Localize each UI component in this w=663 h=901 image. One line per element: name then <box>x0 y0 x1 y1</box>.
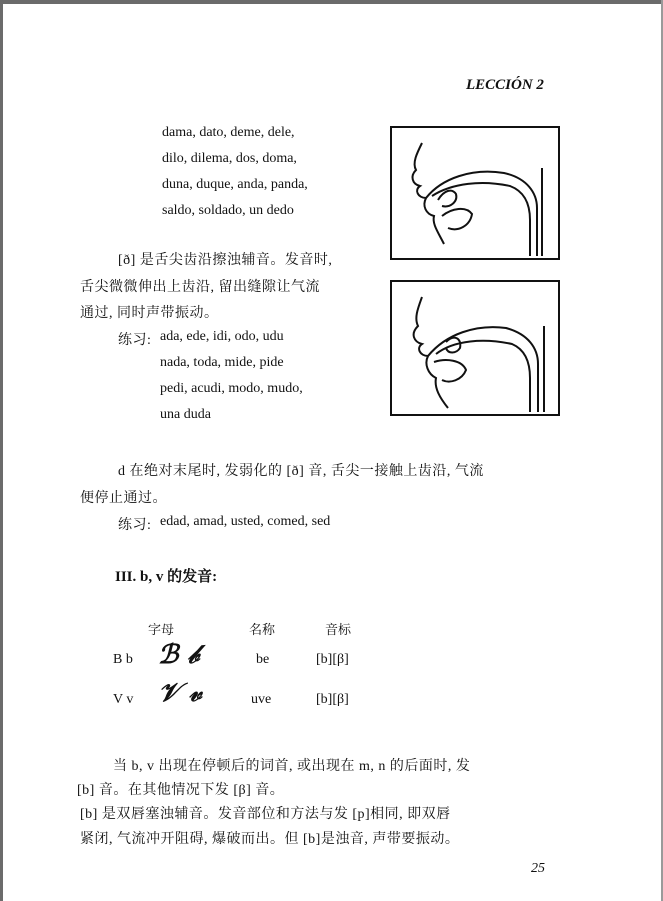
list-item: dama, dato, deme, dele, <box>162 125 295 140</box>
section-title: III. b, v 的发音: <box>115 569 218 585</box>
window-left-border <box>0 0 3 901</box>
paragraph-line: 便停止通过。 <box>80 491 167 506</box>
table-cell-letters: V v <box>113 692 134 707</box>
paragraph-line: 通过, 同时声带振动。 <box>80 306 219 321</box>
list-item: duna, duque, anda, panda, <box>162 177 308 192</box>
paragraph-line: [b] 音。在其他情况下发 [β] 音。 <box>77 783 285 798</box>
list-item: ada, ede, idi, odo, udu <box>160 329 284 344</box>
table-cell-ipa: [b][β] <box>316 652 349 667</box>
table-cell-name: be <box>256 652 270 667</box>
table-cell-script: 𝒱 𝓋 <box>158 678 202 708</box>
list-item: dilo, dilema, dos, doma, <box>162 151 297 166</box>
paragraph-line: 当 b, v 出现在停顿后的词首, 或出现在 m, n 的后面时, 发 <box>113 759 471 774</box>
paragraph-line: d 在绝对末尾时, 发弱化的 [ð] 音, 舌尖一接触上齿沿, 气流 <box>118 464 484 479</box>
page-number: 25 <box>531 861 545 876</box>
list-item: pedi, acudi, modo, mudo, <box>160 381 303 396</box>
paragraph-line: [ð] 是舌尖齿沿擦浊辅音。发音时, <box>118 253 333 268</box>
column-header-letter: 字母 <box>148 622 175 637</box>
paragraph-line: 舌尖微微伸出上齿沿, 留出缝隙让气流 <box>80 280 320 295</box>
column-header-name: 名称 <box>249 622 276 637</box>
column-header-ipa: 音标 <box>325 622 352 637</box>
practice-label: 练习: <box>118 333 152 348</box>
list-item: nada, toda, mide, pide <box>160 355 284 370</box>
table-cell-script: ℬ 𝒷 <box>158 640 199 670</box>
table-cell-ipa: [b][β] <box>316 692 349 707</box>
practice-label: 练习: <box>118 518 152 533</box>
paragraph-line: 紧闭, 气流冲开阻碍, 爆破而出。但 [b]是浊音, 声带要振动。 <box>80 832 460 847</box>
tongue-position-diagram-d <box>390 126 560 260</box>
paragraph-line: [b] 是双唇塞浊辅音。发音部位和方法与发 [p]相同, 即双唇 <box>80 807 451 822</box>
window-top-border <box>0 0 663 4</box>
table-cell-letters: B b <box>113 652 133 667</box>
table-cell-name: uve <box>251 692 272 707</box>
lesson-header: LECCIÓN 2 <box>466 77 544 93</box>
list-item: una duda <box>160 407 211 422</box>
tongue-position-diagram-edh <box>390 280 560 416</box>
practice-words: edad, amad, usted, comed, sed <box>160 514 331 529</box>
list-item: saldo, soldado, un dedo <box>162 203 294 218</box>
